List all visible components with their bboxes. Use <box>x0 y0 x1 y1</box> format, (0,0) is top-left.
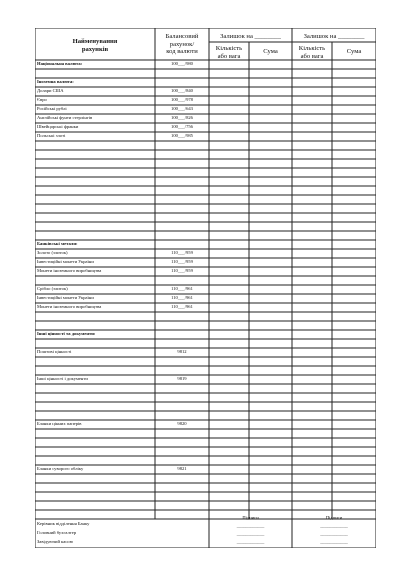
header-sum-2: Сума <box>346 48 362 55</box>
row-code: 100___/840 <box>171 88 193 94</box>
header-balance-on-date-2: Залишок на ________ <box>303 33 365 40</box>
report-form <box>35 28 376 548</box>
row-code: 100___/985 <box>171 133 193 139</box>
row-name: Срібло (злиток) <box>37 286 68 292</box>
sign-line-2a: ____________ <box>320 523 348 528</box>
header-balance-on-date-1: Залишок на ________ <box>220 33 281 40</box>
row-code: 9812 <box>177 349 187 355</box>
row-name: Швейцарські франки <box>37 124 79 130</box>
row-name: Англійські фунти стерлінгів <box>37 115 93 121</box>
row-name: Долари США <box>37 88 64 94</box>
row-name: Інші цінності та документи: <box>37 331 96 337</box>
row-code: 100___/756 <box>171 124 193 130</box>
row-name: Монети іноземного виробництва <box>37 304 102 310</box>
row-name: Польські злоті <box>37 133 66 139</box>
row-code: 9820 <box>177 421 187 427</box>
row-name: Національна валюта: <box>37 61 83 67</box>
signatures-label-2: Підписи <box>325 515 343 520</box>
row-name: Бланки суворого обліку <box>37 466 84 472</box>
row-name: Інші цінності і документи <box>37 376 88 382</box>
row-code: 110___/959 <box>171 250 193 256</box>
header-sum-1: Сума <box>263 48 278 55</box>
row-code: 110___/961 <box>171 295 193 301</box>
row-code: 110___/961 <box>171 286 193 292</box>
row-name: Євро <box>37 97 47 103</box>
row-name: Інвестиційні монети України <box>37 259 94 265</box>
row-code: 9819 <box>177 376 187 382</box>
row-name: Банківські метали: <box>37 241 78 247</box>
sign-line-1c: ____________ <box>236 539 265 544</box>
footer-role-1: Керівник відділення Банку <box>37 521 90 526</box>
row-name: Золото (злиток) <box>37 250 68 256</box>
sign-line-1a: ____________ <box>236 523 265 528</box>
row-code: 100___/980 <box>171 61 193 67</box>
row-name: Бланки цінних паперів <box>37 421 82 427</box>
row-name: Російські рублі <box>37 106 67 112</box>
header-account-name: Найменування рахунків <box>72 38 118 53</box>
footer-role-2: Головний бухгалтер <box>37 530 77 535</box>
row-code: 100___/978 <box>171 97 193 103</box>
header-qty-weight-2: Кількість або вага <box>298 45 326 60</box>
header-qty-weight-1: Кількість або вага <box>215 45 243 60</box>
footer-role-3: Завідуючий касою <box>37 539 74 544</box>
row-name: Поштові цінності <box>37 349 72 355</box>
sign-line-2b: ____________ <box>320 531 348 536</box>
row-code: 110___/959 <box>171 259 193 265</box>
header-balance-account: Балансовий рахунок/ код валюти <box>165 33 199 56</box>
signatures-label-1: Підписи <box>242 515 259 520</box>
row-code: 110___/961 <box>171 304 193 310</box>
row-code: 100___/826 <box>171 115 193 121</box>
sign-line-2c: ____________ <box>320 539 348 544</box>
row-name: Іноземна валюта: <box>37 79 74 85</box>
row-code: 110___/959 <box>171 268 193 274</box>
row-name: Інвестиційні монети України <box>37 295 94 301</box>
row-code: 9821 <box>177 466 187 472</box>
row-name: Монети іноземного виробництва <box>37 268 102 274</box>
row-code: 100___/643 <box>171 106 193 112</box>
sign-line-1b: ____________ <box>236 531 265 536</box>
